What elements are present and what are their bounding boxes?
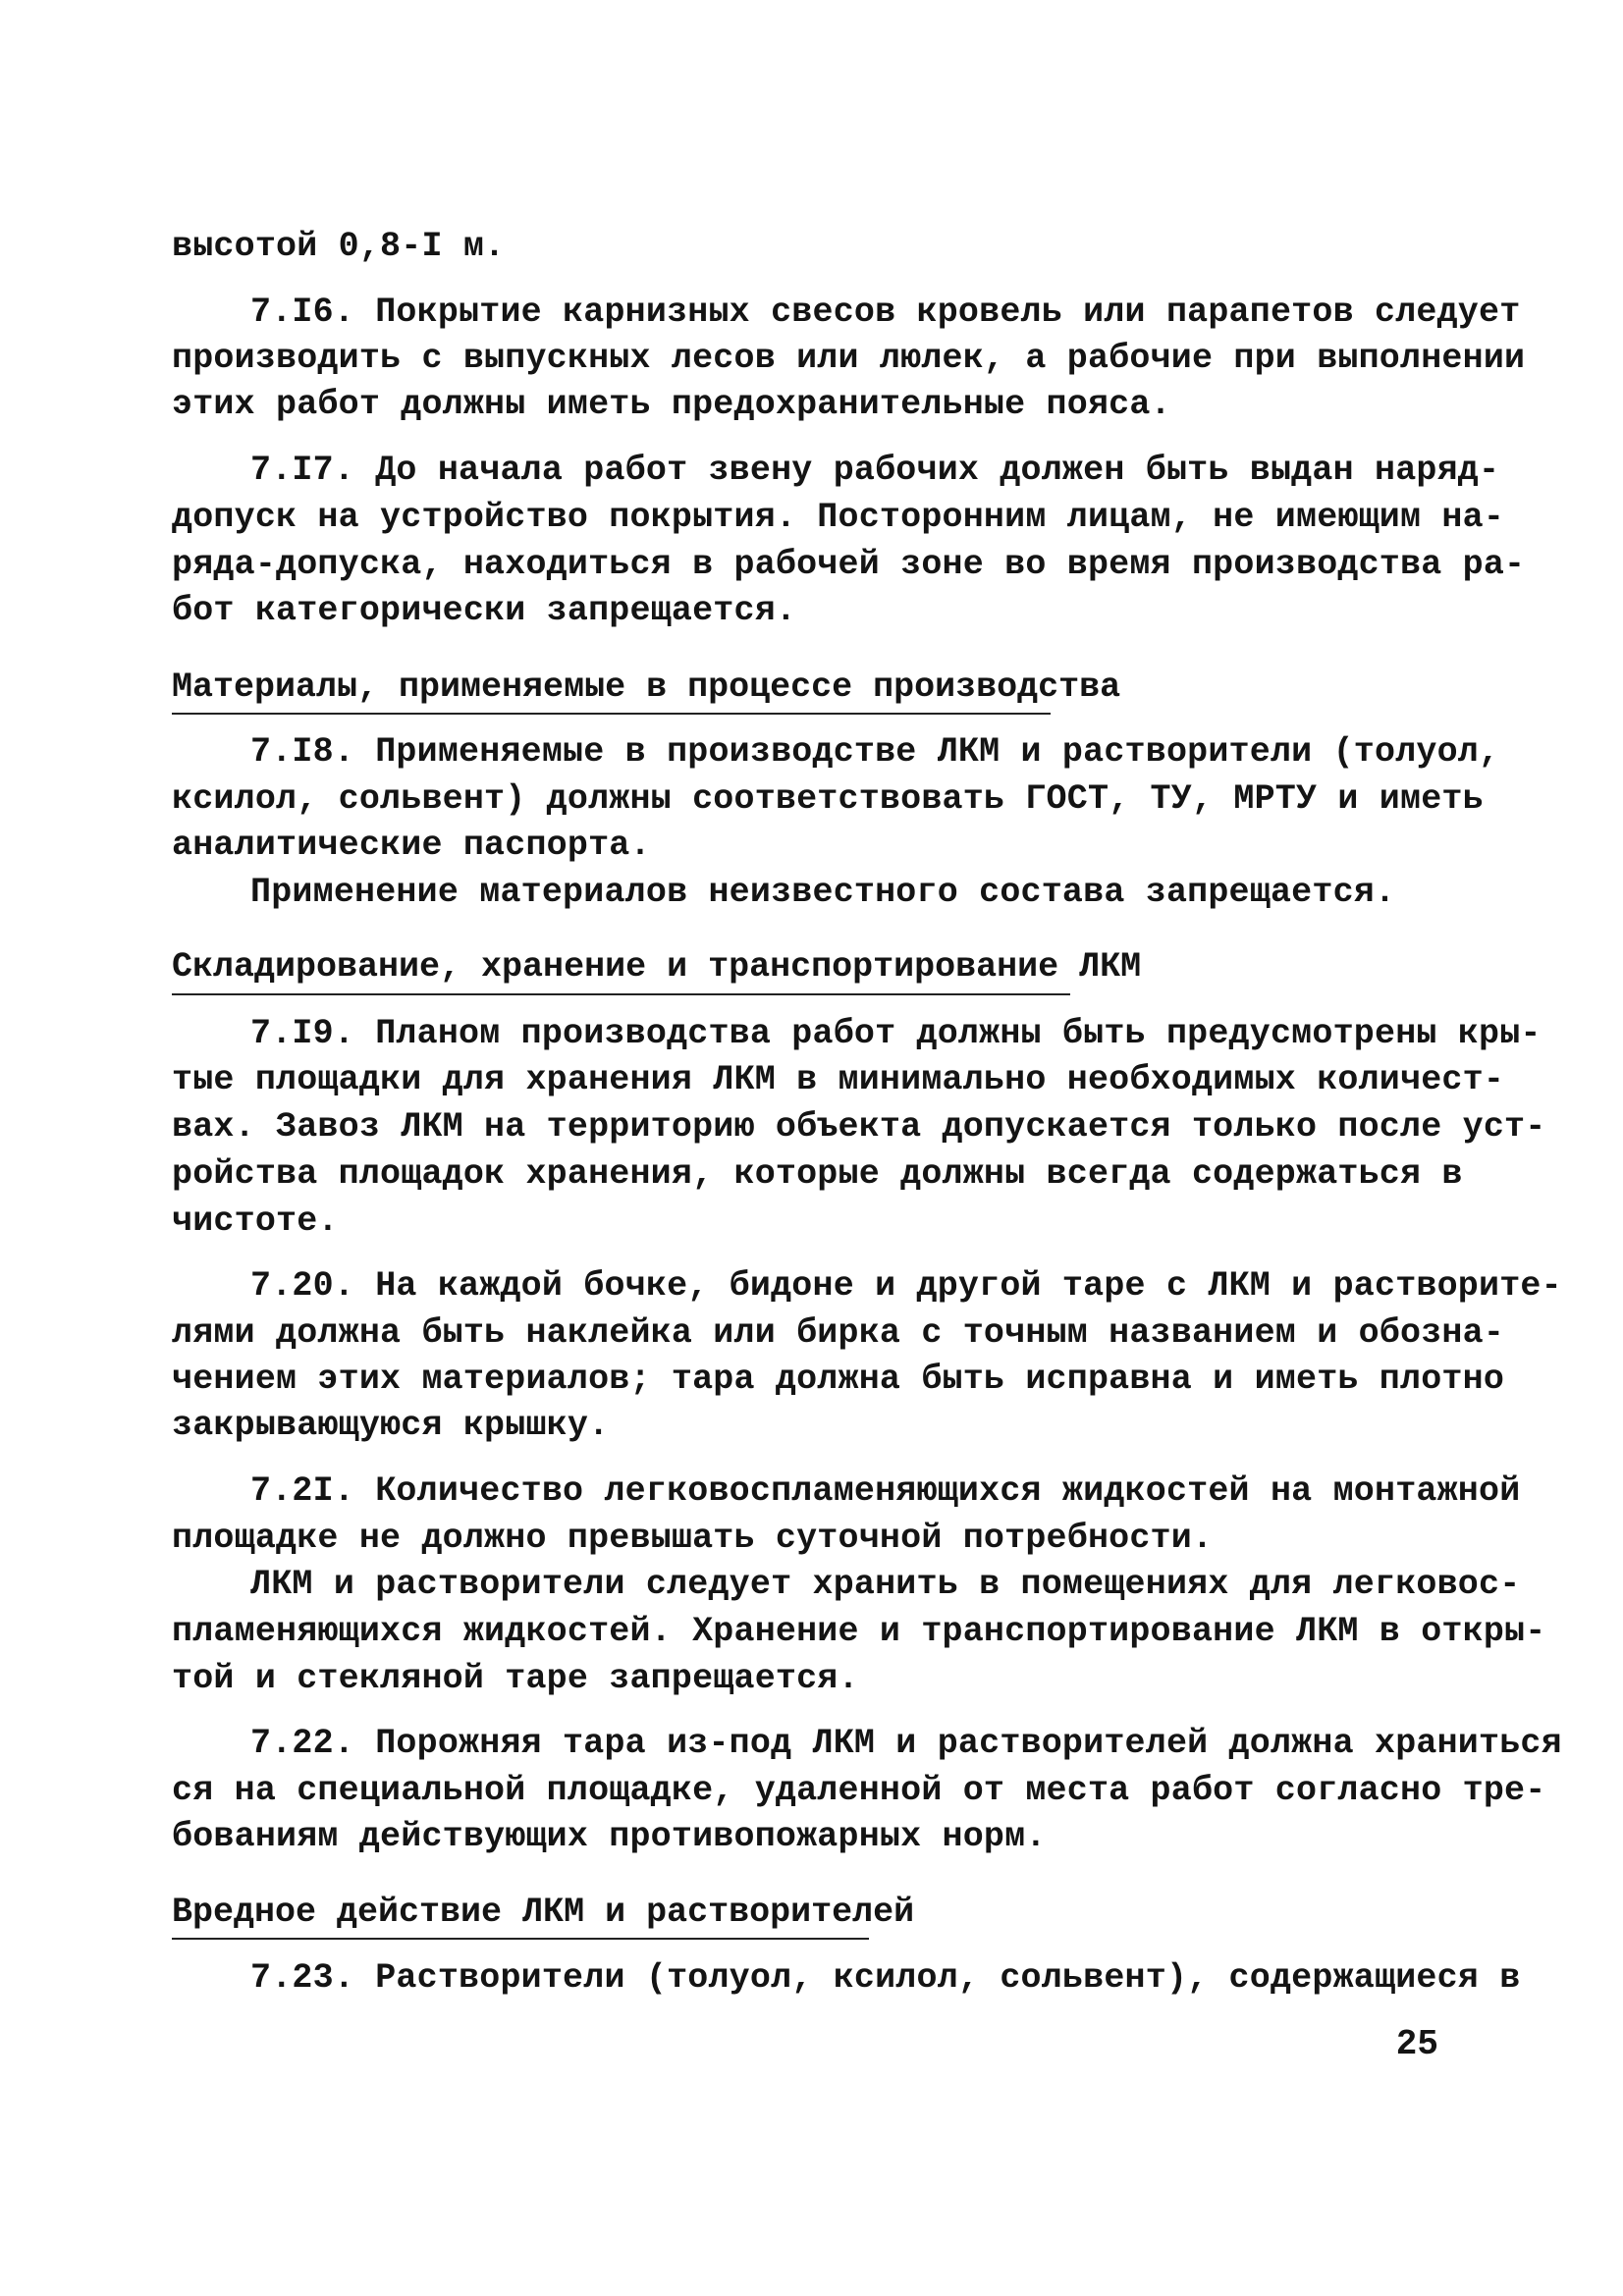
text-line: лями должна быть наклейка или бирка с точным названием и обозна- — [172, 1313, 1505, 1353]
text-line: 7.23. Растворители (толуол, ксилол, сольвент), содержащиеся в — [250, 1958, 1521, 1998]
text-line: аналитические паспорта. — [172, 826, 651, 865]
text-line: ряда-допуска, находиться в рабочей зоне во время производства ра- — [172, 545, 1526, 584]
text-line: ксилол, сольвент) должны соответствовать ГОСТ, ТУ, МРТУ и иметь — [172, 779, 1484, 819]
text-line: той и стекляной таре запрещается. — [172, 1659, 859, 1698]
heading-underline — [172, 713, 1051, 715]
text-line: ЛКМ и растворители следует хранить в помещениях для легковос- — [250, 1565, 1521, 1604]
text-line: этих работ должны иметь предохранительные пояса. — [172, 385, 1171, 424]
text-line: производить с выпускных лесов или люлек, а рабочие при выполнении — [172, 339, 1526, 378]
text-line: площадке не должно превышать суточной потребности. — [172, 1519, 1214, 1558]
text-line: ся на специальной площадке, удаленной от места работ согласно тре- — [172, 1771, 1546, 1810]
text-line: чением этих материалов; тара должна быть исправна и иметь плотно — [172, 1360, 1505, 1399]
text-line: 7.I7. До начала работ звену рабочих должен быть выдан наряд- — [250, 451, 1500, 490]
heading-underline — [172, 993, 1070, 995]
text-line: бованиям действующих противопожарных норм. — [172, 1817, 1047, 1856]
text-line: чистоте. — [172, 1201, 339, 1241]
text-line: 7.I9. Планом производства работ должны быть предусмотрены кры- — [250, 1014, 1542, 1053]
text-line: допуск на устройство покрытия. Посторонним лицам, не имеющим на- — [172, 498, 1505, 537]
text-line: закрывающуюся крышку. — [172, 1406, 610, 1445]
text-line: Применение материалов неизвестного состава запрещается. — [250, 873, 1396, 912]
text-line: 7.20. На каждой бочке, бидоне и другой таре с ЛКМ и растворите- — [250, 1266, 1562, 1306]
text-line: тые площадки для хранения ЛКМ в минимально необходимых количест- — [172, 1060, 1505, 1099]
text-line: бот категорически запрещается. — [172, 591, 797, 630]
text-line: пламеняющихся жидкостей. Хранение и транспортирование ЛКМ в откры- — [172, 1612, 1546, 1651]
text-line: вах. Завоз ЛКМ на территорию объекта допускается только после уст- — [172, 1107, 1546, 1147]
text-line: 7.I8. Применяемые в производстве ЛКМ и растворители (толуол, — [250, 732, 1500, 772]
text-line: высотой 0,8-I м. — [172, 227, 506, 266]
text-line: 7.22. Порожняя тара из-под ЛКМ и растворителей должна храниться — [250, 1724, 1562, 1763]
section-heading: Складирование, хранение и транспортирование ЛКМ — [172, 947, 1142, 987]
heading-underline — [172, 1938, 869, 1940]
section-heading: Вредное действие ЛКМ и растворителей — [172, 1893, 915, 1932]
text-line: ройства площадок хранения, которые должны всегда содержаться в — [172, 1154, 1463, 1194]
section-heading: Материалы, применяемые в процессе производства — [172, 667, 1121, 707]
page-number: 25 — [1395, 2024, 1438, 2064]
text-line: 7.I6. Покрытие карнизных свесов кровель или парапетов следует — [250, 293, 1521, 332]
text-line: 7.2I. Количество легковоспламеняющихся жидкостей на монтажной — [250, 1471, 1521, 1511]
